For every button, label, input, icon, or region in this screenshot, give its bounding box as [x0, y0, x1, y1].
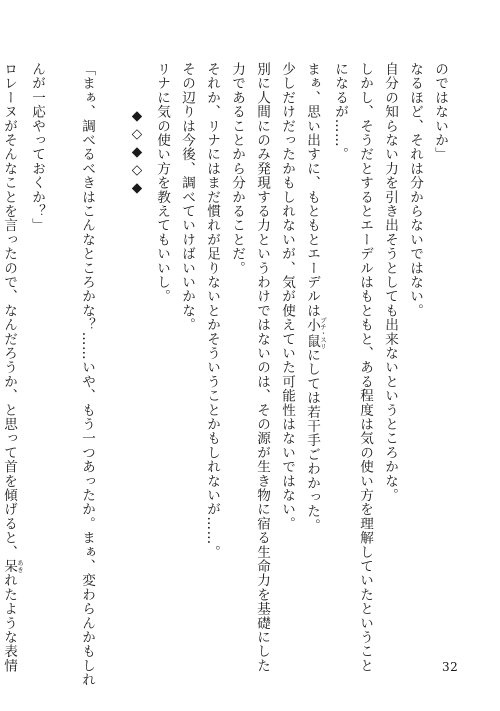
ruby-annotation	[304, 316, 327, 350]
text-line: 力であることから分かることだ。	[229, 62, 245, 275]
text-segment: ロレーヌがそんなことを言ったので、なんだろうか、と思って首を傾げると、	[1, 62, 17, 559]
text-line: 「まぁ、調べるべきはこんなところかな？……いや、もう一つあったか。まぁ、変わらんかもしれ	[79, 62, 95, 687]
text-segment: にしては若干手ごわかった。	[304, 348, 320, 533]
text-line: 別に人間にのみ発現する力というわけではないのは、その源が生き物に宿る生命力を基礎にした	[254, 62, 270, 673]
ruby-base: 呆	[1, 559, 17, 574]
text-line: なるほど、それは分からないではない。	[407, 62, 423, 318]
ruby-base: 小鼠	[304, 316, 320, 350]
text-line: んが一応やっておくか？」	[29, 62, 45, 233]
text-line: のではないか」	[432, 62, 448, 162]
text-line: になるが……。	[332, 62, 348, 162]
text-line: しかし、そうだとするとエーデルはもともと、ある程度は気の使い方を理解していたということ	[357, 62, 373, 673]
ruby-annotation	[1, 559, 24, 574]
text-line: リナに気の使い方を教えてもいいし。	[154, 62, 170, 304]
text-line: それか、リナにはまだ慣れが足りないとかそういうことかもしれないが……。	[204, 62, 220, 559]
ruby-reading: プチ・スリ	[319, 316, 327, 350]
page-number: 32	[442, 660, 459, 674]
section-divider: ◆◇◆◇◆	[129, 108, 145, 198]
text-line	[299, 62, 327, 642]
text-segment: れたような表情	[1, 573, 17, 673]
text-line	[0, 62, 24, 673]
text-segment: まぁ、思い出すに、もともとエーデルは	[304, 62, 320, 318]
ruby-reading: あき	[16, 559, 24, 574]
text-line: 自分の知らない力を引き出そうとしても出来ないというところかな。	[382, 62, 398, 503]
text-line: その辺りは今後、調べていけばいいかな。	[179, 62, 195, 332]
text-line: 少しだけだったかもしれないが、気が使えていた可能性はないではない。	[279, 62, 295, 531]
